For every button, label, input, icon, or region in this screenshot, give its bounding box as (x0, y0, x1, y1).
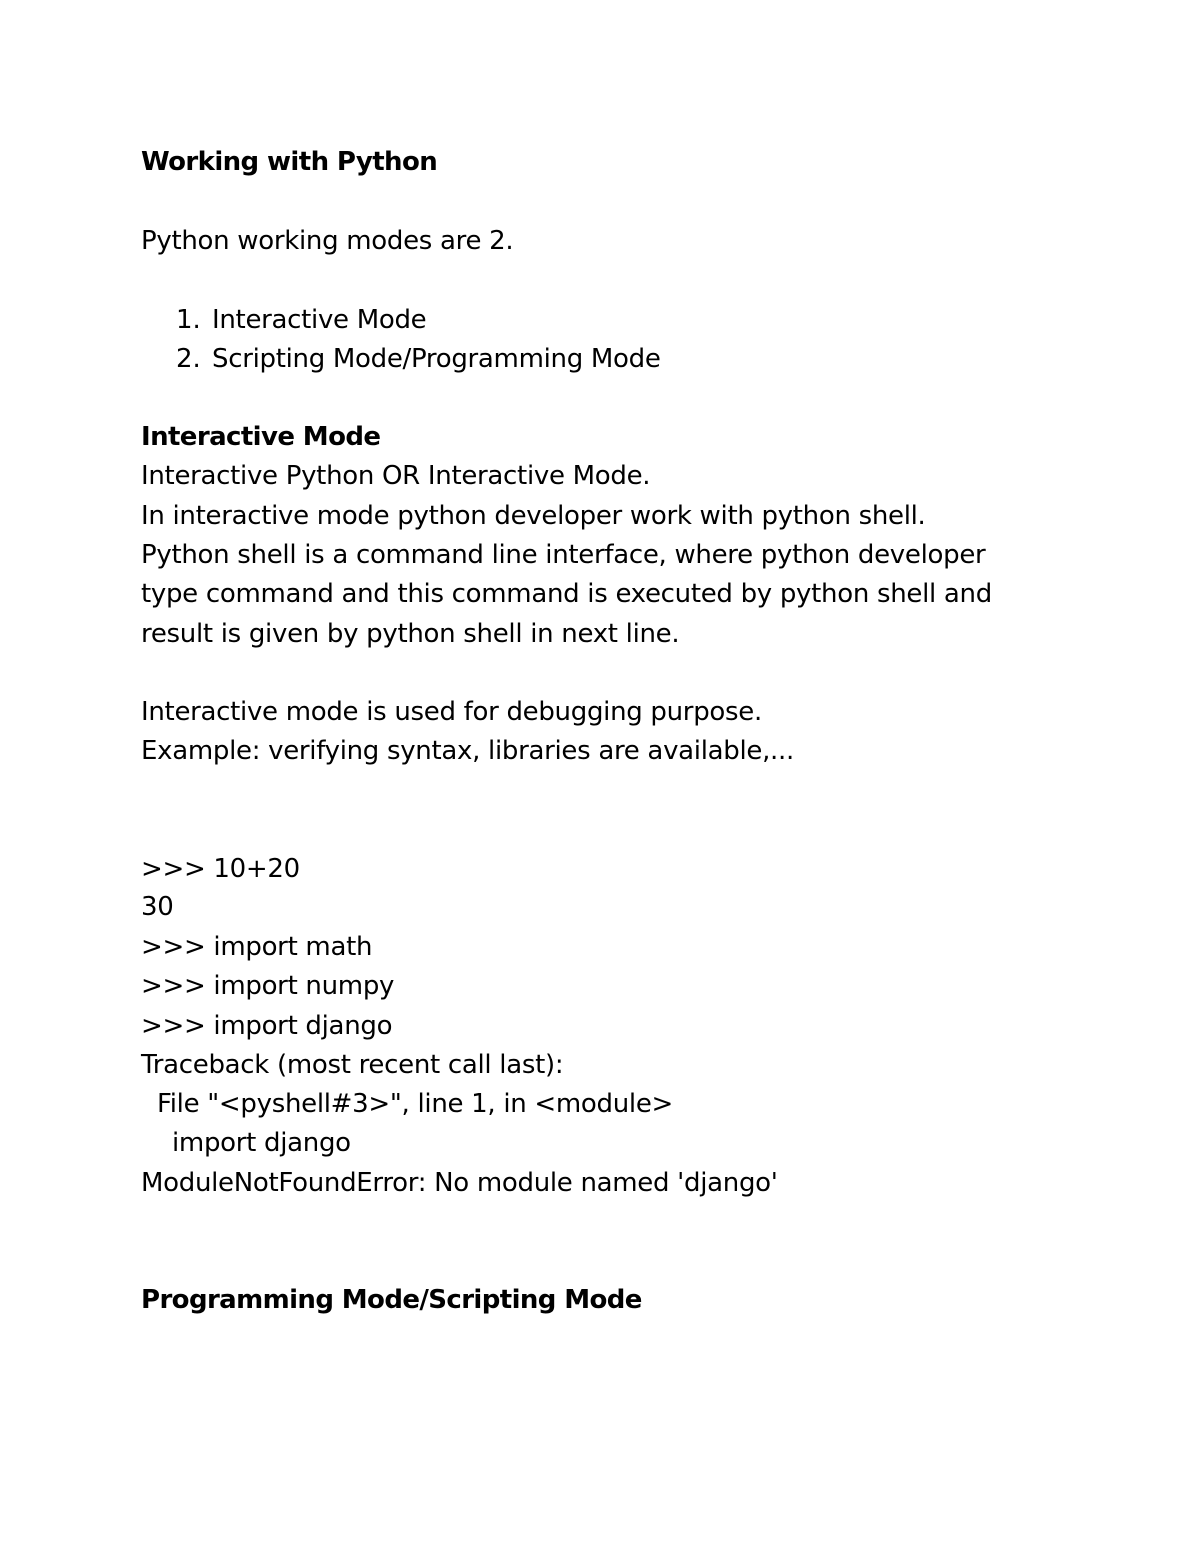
shell-line: >>> import django (141, 1011, 393, 1041)
shell-line: ModuleNotFoundError: No module named 'django' (141, 1168, 778, 1198)
shell-line: File "<pyshell#3>", line 1, in <module> (157, 1089, 674, 1119)
section-heading-interactive: Interactive Mode (141, 422, 381, 452)
list-item: Interactive Mode (212, 305, 427, 335)
paragraph-line: Python shell is a command line interface, where python developer (141, 540, 986, 570)
list-item: Scripting Mode/Programming Mode (212, 344, 661, 374)
shell-line: import django (172, 1128, 351, 1158)
list-item-number: 2. (176, 344, 201, 374)
shell-line: >>> import math (141, 932, 373, 962)
shell-line: 30 (141, 892, 174, 922)
paragraph-line: Interactive Python OR Interactive Mode. (141, 461, 651, 491)
paragraph-line: Example: verifying syntax, libraries are available,... (141, 736, 794, 766)
paragraph-line: In interactive mode python developer work with python shell. (141, 501, 926, 531)
page-title: Working with Python (141, 147, 438, 177)
paragraph-line: result is given by python shell in next line. (141, 619, 680, 649)
intro-text: Python working modes are 2. (141, 226, 514, 256)
section-heading-programming: Programming Mode/Scripting Mode (141, 1285, 642, 1315)
shell-line: >>> import numpy (141, 971, 395, 1001)
shell-line: >>> 10+20 (141, 854, 300, 884)
paragraph-line: Interactive mode is used for debugging purpose. (141, 697, 762, 727)
paragraph-line: type command and this command is executed by python shell and (141, 579, 992, 609)
list-item-number: 1. (176, 305, 201, 335)
shell-line: Traceback (most recent call last): (141, 1050, 564, 1080)
